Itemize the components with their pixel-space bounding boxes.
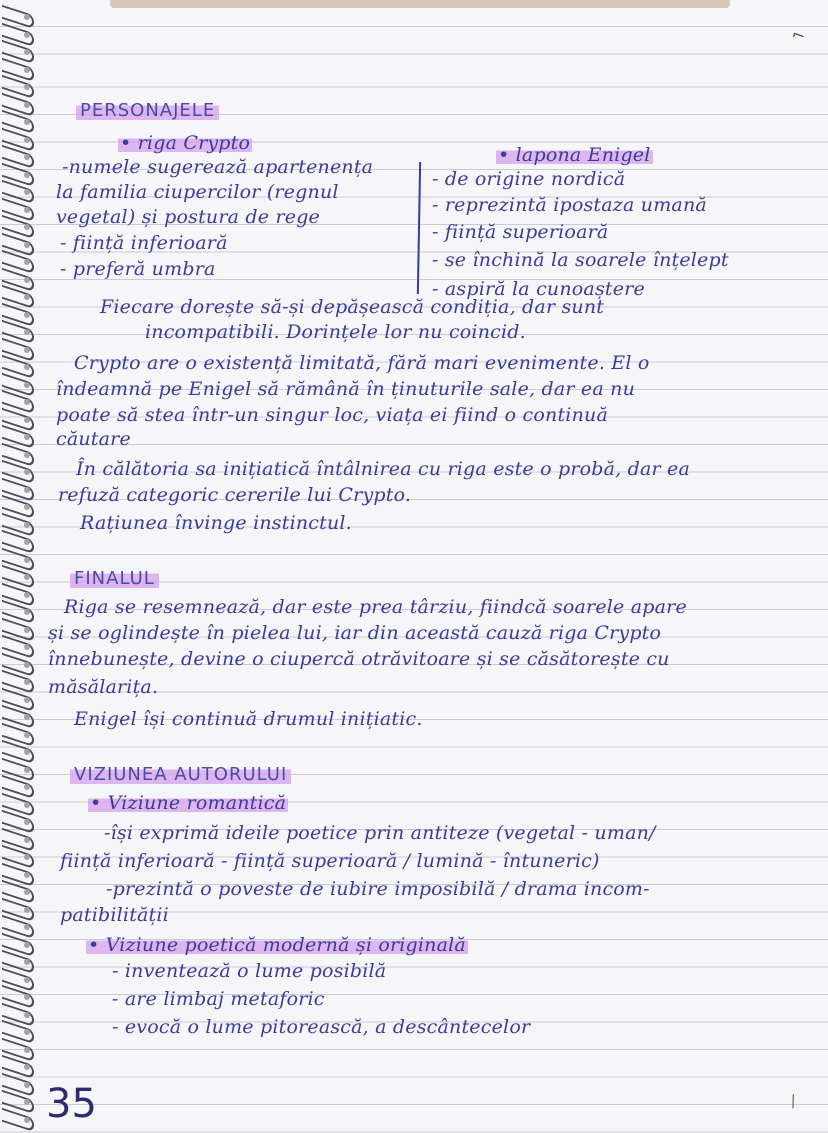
binding-hole [24,1029,30,1035]
column-divider [417,162,421,294]
finalul-line: măsălarița. [48,676,159,698]
enigel-line: - ființă superioară [432,221,609,243]
binding-hole [24,942,30,948]
binding-hole [24,1047,30,1053]
riga-label: • riga Crypto [120,132,251,154]
page-number: 35 [46,1081,97,1127]
binding-hole [24,644,30,650]
binding-hole [24,102,30,108]
binding-hole [24,49,30,55]
binding-hole [24,802,30,808]
spiral-binding [0,0,40,1133]
binding-hole [24,994,30,1000]
binding-hole [24,557,30,563]
binding-hole [24,84,30,90]
binding-hole [24,522,30,528]
riga-line: vegetal) și postura de rege [56,206,320,228]
binding-hole [24,399,30,405]
corner-mark-icon: ⌐ [789,24,809,47]
binding-hole [24,154,30,160]
binding-hole [24,312,30,318]
binding-hole [24,767,30,773]
binding-hole [24,452,30,458]
finalul-line: Riga se resemnează, dar este prea târziu, fiindcă soarele apare [64,596,687,618]
binding-hole [24,487,30,493]
finalul-line: înnebunește, devine o ciupercă otrăvitoare și se căsătorește cu [48,648,670,670]
binding-hole [24,732,30,738]
binding-hole [24,1012,30,1018]
section-title-finalul: FINALUL [70,568,159,590]
binding-hole [24,172,30,178]
binding-hole [24,907,30,913]
binding-hole [24,697,30,703]
paragraph-line: În călătoria sa inițiatică întâlnirea cu riga este o probă, dar ea [76,458,691,480]
binding-hole [24,207,30,213]
paragraph-line: refuză categoric cererile lui Crypto. [58,484,412,506]
binding-hole [24,872,30,878]
binding-hole [24,662,30,668]
binding-hole [24,259,30,265]
binding-hole [24,1117,30,1123]
binding-hole [24,679,30,685]
binding-hole [24,837,30,843]
section-title-personaje: PERSONAJELE [76,100,219,122]
romantica-line: patibilității [60,904,169,926]
binding-hole [24,1099,30,1105]
binding-hole [24,609,30,615]
paragraph-line: Rațiunea învinge instinctul. [80,512,352,534]
binding-hole [24,924,30,930]
moderna-line: - are limbaj metaforic [112,988,325,1010]
binding-hole [24,224,30,230]
binding-hole [24,119,30,125]
binding-hole [24,819,30,825]
binding-hole [24,977,30,983]
binding-hole [24,469,30,475]
finalul-line: și se oglindește în pielea lui, iar din această cauză riga Crypto [48,622,662,644]
enigel-label: • laponа Enigel [498,144,651,166]
moderna-line: - inventează o lume posibilă [112,960,387,982]
romantica-line: -își exprimă ideile poetice prin antiteze (vegetal - uman/ [104,822,656,844]
binding-hole [24,382,30,388]
binding-hole [24,1064,30,1070]
viziune-romantica-label: • Viziune romantică [90,792,287,814]
binding-hole [24,364,30,370]
paragraph-line: Fiecare dorește să-și depășească condiția, dar sunt [100,296,605,318]
binding-hole [24,714,30,720]
binding-hole [24,574,30,580]
riga-line: -numele sugerează apartenența [62,156,374,178]
binding-hole [24,417,30,423]
enigel-line: - de origine nordică [432,168,626,190]
riga-line: - ființă inferioară [60,232,228,254]
section-title-viziunea: VIZIUNEA AUTORULUI [70,764,291,786]
enigel-line: - se închină la soarele înțelept [432,249,729,271]
romantica-line: ființă inferioară - ființă superioară / lumină - întuneric) [60,850,600,872]
moderna-line: - evocă o lume pitorească, a descântecelor [112,1016,531,1038]
binding-hole [24,434,30,440]
binding-hole [24,189,30,195]
paragraph-line: incompatibili. Dorințele lor nu coincid. [145,321,526,343]
enigel-line: - aspiră la cunoaștere [432,278,645,300]
binding-hole [24,592,30,598]
binding-hole [24,889,30,895]
binding-hole [24,749,30,755]
binding-hole [24,67,30,73]
binding-hole [24,137,30,143]
binding-hole [24,784,30,790]
binding-hole [24,1082,30,1088]
binding-hole [24,294,30,300]
binding-hole [24,347,30,353]
romantica-line: -prezintă o poveste de iubire imposibilă / drama incom- [106,878,650,900]
page-top-edge [110,0,730,8]
paragraph-line: căutare [56,428,131,450]
corner-mark-icon: ⁄ [787,1092,800,1111]
binding-hole [24,329,30,335]
binding-hole [24,627,30,633]
binding-hole [24,539,30,545]
binding-hole [24,959,30,965]
riga-line: la familia ciupercilor (regnul [56,181,339,203]
finalul-line: Enigel își continuă drumul inițiatic. [74,708,423,730]
paragraph-line: Crypto are o existență limitată, fără mari evenimente. El o [74,352,650,374]
binding-hole [24,242,30,248]
binding-hole [24,277,30,283]
binding-hole [24,32,30,38]
viziune-moderna-label: • Viziune poetică modernă și originală [88,934,466,956]
enigel-line: - reprezintă ipostaza umană [432,194,707,216]
riga-line: - preferă umbra [60,258,216,280]
binding-hole [24,14,30,20]
paragraph-line: îndeamnă pe Enigel să rămână în ținuturile sale, dar ea nu [56,378,636,400]
binding-hole [24,504,30,510]
binding-hole [24,854,30,860]
paragraph-line: poate să stea într-un singur loc, viața ei fiind o continuă [56,404,608,426]
